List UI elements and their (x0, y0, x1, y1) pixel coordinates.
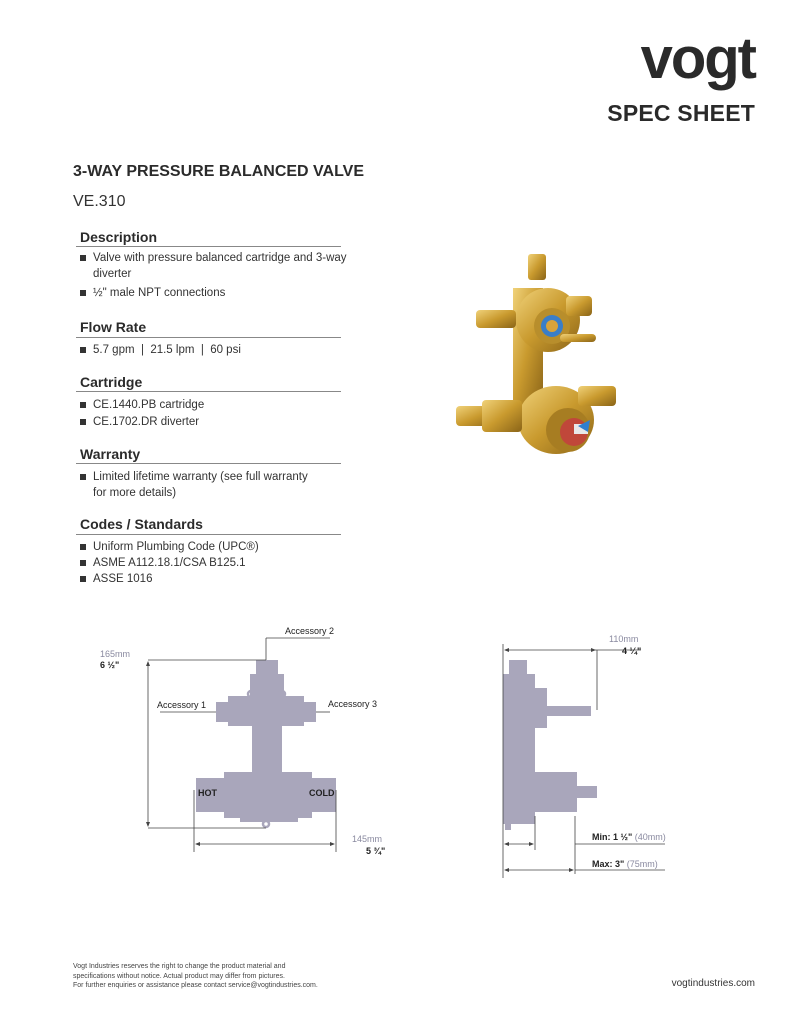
codes-list (80, 539, 350, 590)
list-item: CE.1702.DR diverter (80, 414, 350, 430)
flow-rate-rule (76, 337, 341, 338)
codes-heading: Codes / Standards (80, 516, 203, 532)
accessory-1-label: Accessory 1 (157, 700, 207, 710)
min-depth-value: Min: 1 ½" (592, 832, 633, 842)
description-rule (76, 246, 341, 247)
description-heading: Description (80, 229, 158, 245)
list-item: Uniform Plumbing Code (UPC®) (80, 539, 350, 555)
depth-in-label: 4 ¼" (622, 646, 642, 656)
max-depth-mm: (75mm) (626, 859, 658, 869)
max-depth-label (592, 859, 658, 869)
list-item: ASME A112.18.1/CSA B125.1 (80, 555, 350, 571)
height-mm-label: 165mm (100, 649, 131, 659)
max-depth-value: Max: 3" (592, 859, 625, 869)
min-depth-label (592, 832, 666, 842)
footer-website-link[interactable]: vogtindustries.com (671, 978, 755, 989)
product-model: VE.310 (73, 193, 126, 210)
width-mm-label: 145mm (352, 834, 383, 844)
footer-line: specifications without notice. Actual product may differ from pictures. (73, 972, 285, 980)
warranty-heading: Warranty (80, 446, 141, 462)
depth-mm-label: 110mm (609, 634, 639, 644)
product-title: 3-WAY PRESSURE BALANCED VALVE (73, 163, 365, 180)
side-dimension-diagram (495, 630, 675, 880)
warranty-list (80, 469, 315, 504)
description-list (80, 250, 350, 304)
flow-rate-list (80, 342, 350, 361)
cartridge-rule (76, 391, 341, 392)
cold-label: COLD (309, 788, 335, 798)
list-item: ½" male NPT connections (80, 285, 350, 301)
list-item: CE.1440.PB cartridge (80, 397, 350, 413)
warranty-rule (76, 463, 341, 464)
cartridge-list (80, 397, 350, 433)
vogt-logo: vogt (640, 26, 755, 91)
list-item: ASSE 1016 (80, 571, 350, 587)
footer-disclaimer (73, 962, 363, 991)
cartridge-heading: Cartridge (80, 374, 143, 390)
front-dimension-diagram (90, 620, 410, 860)
codes-rule (76, 534, 341, 535)
list-item: 5.7 gpm | 21.5 lpm | 60 psi (80, 342, 350, 358)
footer-line: Vogt Industries reserves the right to change the product material and (73, 963, 286, 970)
list-item: Limited lifetime warranty (see full warranty for more details) (80, 469, 315, 501)
list-item: Valve with pressure balanced cartridge and 3-way diverter (80, 250, 350, 282)
accessory-2-label: Accessory 2 (285, 626, 335, 636)
min-depth-mm: (40mm) (634, 832, 666, 842)
height-in-label: 6 ½" (100, 660, 120, 670)
width-in-label: 5 ¾" (366, 846, 386, 856)
hot-label: HOT (198, 788, 217, 798)
valve-product-image (448, 248, 623, 458)
flow-rate-heading: Flow Rate (80, 319, 147, 335)
accessory-3-label: Accessory 3 (328, 699, 378, 709)
footer-line: For further enquiries or assistance please contact service@vogtindustries.com. (73, 982, 318, 989)
spec-sheet-label: SPEC SHEET (607, 100, 755, 126)
